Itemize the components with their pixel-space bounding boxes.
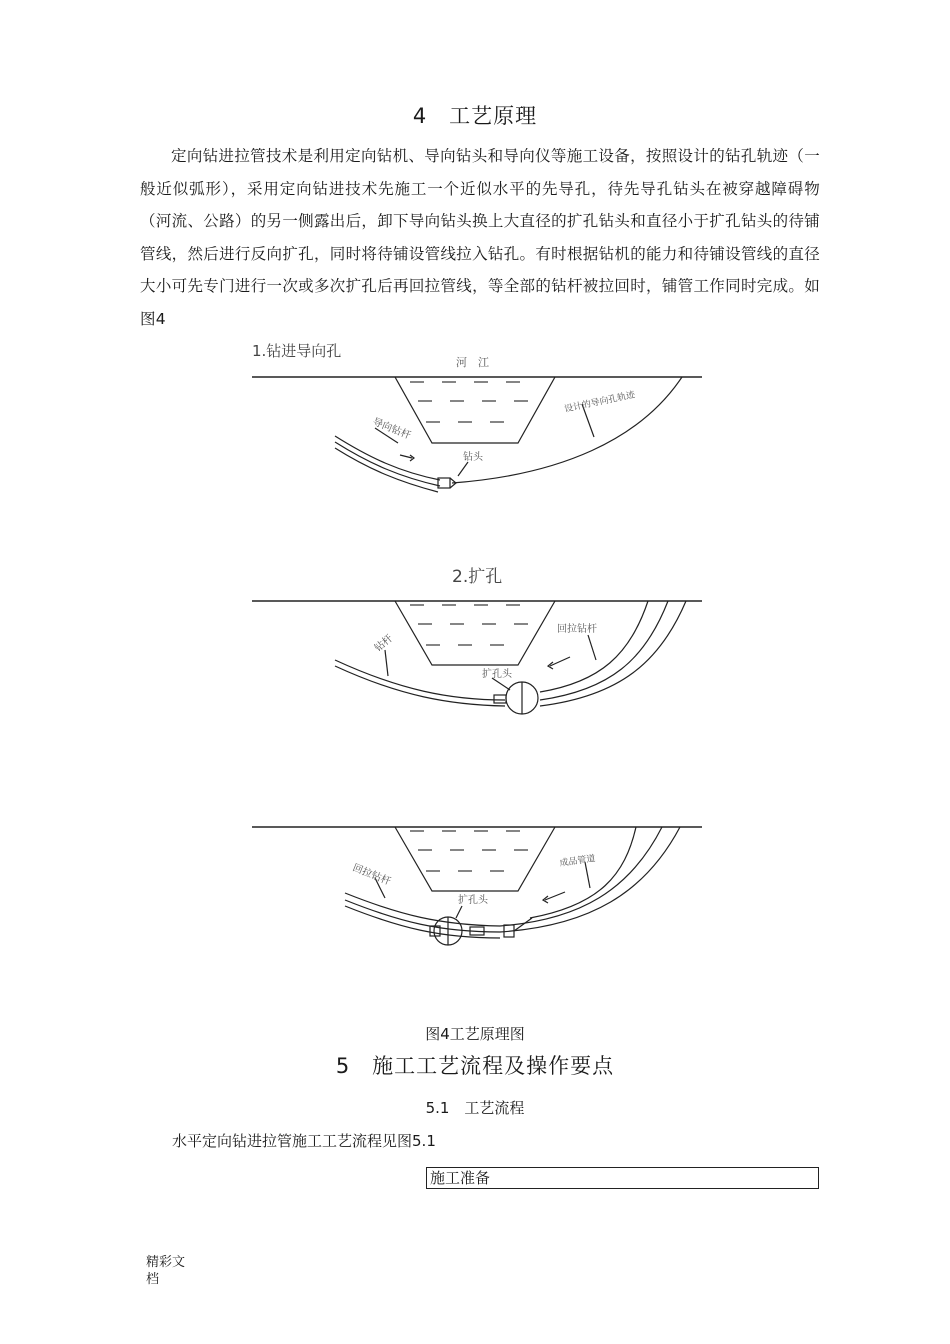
step-1-label: 1.钻进导向孔 (252, 342, 342, 360)
guide-rod-label: 导向钻杆 (370, 416, 413, 442)
product-pipe-label: 成品管道 (559, 854, 597, 869)
page-footer: 精彩文档 (146, 1255, 186, 1287)
designed-path-label: 设计的导向孔轨迹 (563, 390, 637, 415)
section-4-paragraph: 定向钻进拉管技术是利用定向钻机、导向钻头和导向仪等施工设备，按照设计的钻孔轨迹（一般近似弧形），采用定向钻进技术先施工一个近似水平的先导孔，待先导孔钻头在被穿越障碍物（河流、公路）的另一侧露出后，卸下导向钻头换上大直径的扩孔钻头和直径小于扩孔钻头的待铺管线，然后进行反向扩孔，同时将待铺设管线拉入钻孔。有时根据钻机的能力和待铺设管线的直径大小可先专门进行一次或多次扩孔后再回拉管线，等全部的钻杆被拉回时，铺管工作同时完成。如图4 (140, 147, 820, 328)
figure-panel-2 (252, 601, 702, 714)
reamer-label-2: 扩孔头 (482, 669, 512, 680)
section-4-title: 4 工艺原理 (412, 104, 538, 128)
drill-bit-label: 钻头 (463, 452, 483, 463)
reamer-label-3: 扩孔头 (458, 895, 488, 906)
pullback-rod-label-3: 回拉钻杆 (350, 862, 393, 888)
flowchart-box-preparation: 施工准备 (426, 1167, 819, 1189)
section-5-1-title: 5.1 工艺流程 (425, 1099, 525, 1117)
step-2-label: 2.扩孔 (452, 567, 503, 587)
flow-intro-text: 水平定向钻进拉管施工工艺流程见图5.1 (172, 1132, 436, 1150)
pullback-rod-label-2: 回拉钻杆 (557, 624, 597, 635)
figure-panel-3 (252, 827, 702, 945)
drill-rod-label: 钻杆 (372, 633, 396, 655)
river-label: 河 江 (456, 356, 489, 369)
figure-caption: 图4工艺原理图 (425, 1025, 525, 1043)
section-5-title: 5 施工工艺流程及操作要点 (335, 1054, 615, 1078)
